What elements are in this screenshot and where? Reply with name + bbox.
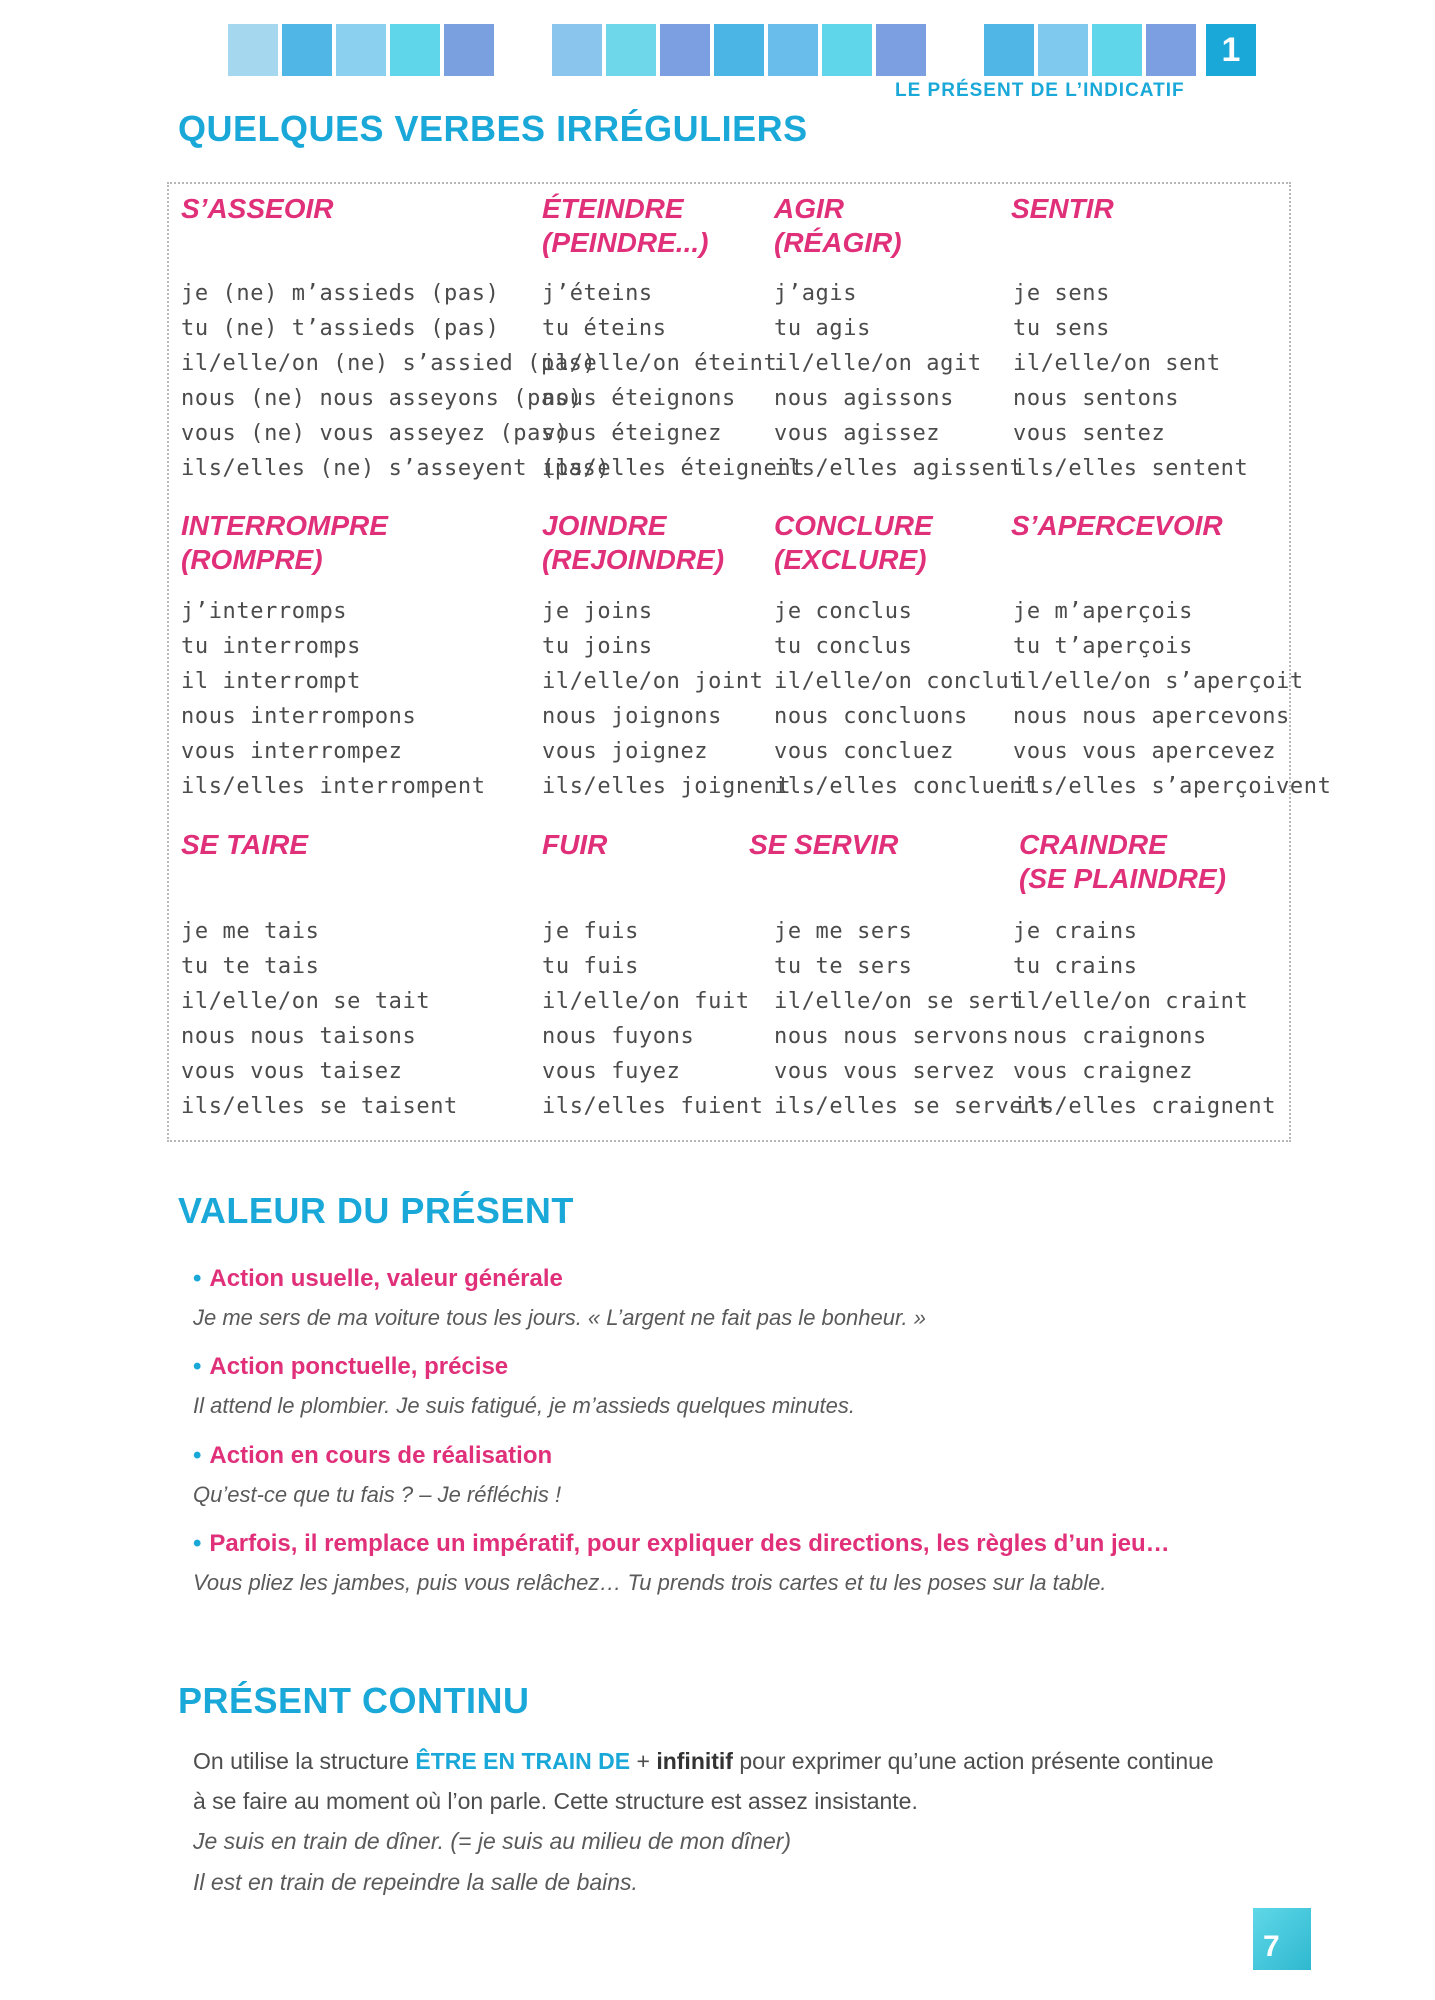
decorative-square [282, 24, 332, 76]
conjugation-line: vous concluez [774, 739, 954, 764]
paragraph-line: On utilise la structure ÊTRE EN TRAIN DE + infinitif pour exprimer qu’une action présente continue [193, 1748, 1214, 1774]
verb-title: SE SERVIR [749, 829, 899, 860]
conjugation-line: tu sens [1013, 316, 1110, 341]
verb-title: AGIR (RÉAGIR) [774, 193, 902, 258]
irregular-verbs-box [167, 182, 1332, 1142]
example-text: Qu’est-ce que tu fais ? – Je réfléchis ! [193, 1482, 562, 1507]
conjugation-line: je me tais [181, 919, 320, 944]
section-title-present-continuous: PRÉSENT CONTINU [178, 1680, 530, 1721]
conjugation-line: il interrompt [181, 669, 361, 694]
bullet-heading: • Action ponctuelle, précise [193, 1353, 509, 1380]
example-text: Je me sers de ma voiture tous les jours. « L’argent ne fait pas le bonheur. » [193, 1305, 926, 1330]
conjugation-line: vous fuyez [542, 1059, 681, 1084]
decorative-square [228, 24, 278, 76]
conjugation-line: tu conclus [774, 634, 913, 659]
conjugation-line: nous interrompons [181, 704, 417, 729]
conjugation-line: ils/elles fuient [542, 1094, 764, 1119]
verb-title: S’ASSEOIR [181, 193, 334, 224]
conjugation-line: il/elle/on se tait [181, 989, 431, 1014]
conjugation-line: nous nous servons [774, 1024, 1010, 1049]
page-number: 7 [1253, 1908, 1311, 1970]
bullet-icon: • [193, 1353, 202, 1380]
header-strip [0, 0, 1435, 110]
conjugation-line: il/elle/on fuit [542, 989, 750, 1014]
conjugation-list [1013, 276, 1248, 486]
conjugation-line: nous (ne) nous asseyons (pas) [181, 386, 583, 411]
bullet-heading: • Action en cours de réalisation [193, 1442, 553, 1469]
verb-title: ÉTEINDRE (PEINDRE...) [542, 193, 709, 258]
conjugation-line: ils/elles interrompent [181, 774, 486, 799]
conjugation-line: ils/elles joignent [542, 774, 792, 799]
keyword-infinitif: infinitif [656, 1748, 733, 1774]
conjugation-line: vous sentez [1013, 421, 1166, 446]
conjugation-line: nous fuyons [542, 1024, 695, 1049]
conjugation-line: tu éteins [542, 316, 667, 341]
conjugation-line: il/elle/on agit [774, 351, 982, 376]
decorative-square [606, 24, 656, 76]
conjugation-line: il/elle/on craint [1013, 989, 1249, 1014]
conjugation-line: vous interrompez [181, 739, 403, 764]
example-text: Il attend le plombier. Je suis fatigué, je m’assieds quelques minutes. [193, 1393, 855, 1418]
decorative-square [768, 24, 818, 76]
conjugation-line: tu te tais [181, 954, 320, 979]
conjugation-line: ils/elles éteignent [542, 456, 806, 481]
conjugation-list [774, 276, 1023, 486]
decorative-square [876, 24, 926, 76]
conjugation-line: nous sentons [1013, 386, 1180, 411]
conjugation-line: il/elle/on s’aperçoit [1013, 669, 1304, 694]
conjugation-line: vous craignez [1013, 1059, 1193, 1084]
conjugation-line: vous (ne) vous asseyez (pas) [181, 421, 569, 446]
verb-title: CRAINDRE (SE PLAINDRE) [1019, 829, 1226, 894]
conjugation-line: vous vous taisez [181, 1059, 403, 1084]
conjugation-line: il/elle/on joint [542, 669, 764, 694]
conjugation-line: nous nous apercevons [1013, 704, 1290, 729]
conjugation-line: tu fuis [542, 954, 639, 979]
conjugation-line: il/elle/on conclut [774, 669, 1024, 694]
conjugation-line: ils/elles (ne) s’asseyent (pas) [181, 456, 611, 481]
example-text: Il est en train de repeindre la salle de bains. [193, 1869, 638, 1895]
conjugation-line: tu joins [542, 634, 653, 659]
conjugation-list [774, 594, 1037, 804]
bullet-icon: • [193, 1442, 202, 1469]
conjugation-list [181, 594, 486, 804]
decorative-square [336, 24, 386, 76]
conjugation-list [1013, 594, 1331, 804]
conjugation-line: tu t’aperçois [1013, 634, 1193, 659]
chapter-label: LE PRÉSENT DE L’INDICATIF [895, 80, 1185, 101]
conjugation-line: nous joignons [542, 704, 722, 729]
decorative-square [984, 24, 1034, 76]
conjugation-line: ils/elles se servent [774, 1094, 1051, 1119]
bullet-icon: • [193, 1530, 202, 1557]
conjugation-line: nous craignons [1013, 1024, 1207, 1049]
conjugation-line: nous éteignons [542, 386, 736, 411]
conjugation-line: je crains [1013, 919, 1138, 944]
conjugation-line: nous concluons [774, 704, 968, 729]
verb-title: SE TAIRE [181, 829, 309, 860]
conjugation-line: il/elle/on sent [1013, 351, 1221, 376]
conjugation-line: ils/elles sentent [1013, 456, 1249, 481]
conjugation-line: il/elle/on éteint [542, 351, 778, 376]
conjugation-list [1013, 914, 1276, 1124]
decorative-square [1146, 24, 1196, 76]
verb-title: FUIR [542, 829, 608, 860]
conjugation-line: tu interromps [181, 634, 361, 659]
conjugation-line: ils/elles concluent [774, 774, 1038, 799]
conjugation-line: vous agissez [774, 421, 941, 446]
conjugation-line: je conclus [774, 599, 913, 624]
conjugation-line: vous vous servez [774, 1059, 996, 1084]
conjugation-line: nous nous taisons [181, 1024, 417, 1049]
conjugation-line: je joins [542, 599, 653, 624]
example-text: Vous pliez les jambes, puis vous relâchez… Tu prends trois cartes et tu les poses sur la table. [193, 1570, 1107, 1595]
conjugation-line: vous joignez [542, 739, 709, 764]
keyword-etre-en-train-de: ÊTRE EN TRAIN DE [415, 1748, 631, 1774]
conjugation-line: je m’aperçois [1013, 599, 1193, 624]
bullet-heading: • Parfois, il remplace un impératif, pour expliquer des directions, les règles d’un jeu… [193, 1530, 1170, 1557]
conjugation-line: j’agis [774, 281, 858, 306]
conjugation-line: tu (ne) t’assieds (pas) [181, 316, 500, 341]
conjugation-list [542, 914, 764, 1124]
decorative-square [390, 24, 440, 76]
section-title-present-value: VALEUR DU PRÉSENT [178, 1190, 574, 1231]
decorative-square [714, 24, 764, 76]
decorative-square [1038, 24, 1088, 76]
conjugation-line: je (ne) m’assieds (pas) [181, 281, 500, 306]
conjugation-line: il/elle/on (ne) s’assied (pas) [181, 351, 597, 376]
conjugation-line: je me sers [774, 919, 913, 944]
conjugation-line: j’éteins [542, 281, 653, 306]
bullet-icon: • [193, 1265, 202, 1292]
decorative-square [660, 24, 710, 76]
decorative-square [552, 24, 602, 76]
section-title-irregular-verbs: QUELQUES VERBES IRRÉGULIERS [178, 108, 808, 149]
conjugation-line: tu agis [774, 316, 871, 341]
verb-title: CONCLURE (EXCLURE) [774, 510, 933, 575]
conjugation-list [181, 914, 458, 1124]
bullet-heading: • Action usuelle, valeur générale [193, 1265, 563, 1292]
example-text: Je suis en train de dîner. (= je suis au milieu de mon dîner) [193, 1828, 792, 1854]
conjugation-list [542, 276, 805, 486]
conjugation-line: je fuis [542, 919, 639, 944]
verb-title: INTERROMPRE (ROMPRE) [181, 510, 388, 575]
verb-title: S’APERCEVOIR [1011, 510, 1223, 541]
conjugation-list [542, 594, 791, 804]
conjugation-line: tu te sers [774, 954, 913, 979]
decorative-square [1092, 24, 1142, 76]
conjugation-list [774, 914, 1051, 1124]
conjugation-line: ils/elles s’aperçoivent [1013, 774, 1332, 799]
verb-title: SENTIR [1011, 193, 1114, 224]
conjugation-line: il/elle/on se sert [774, 989, 1024, 1014]
conjugation-line: je sens [1013, 281, 1110, 306]
decorative-square [822, 24, 872, 76]
conjugation-line: nous agissons [774, 386, 954, 411]
conjugation-line: ils/elles agissent [774, 456, 1024, 481]
conjugation-line: ils/elles se taisent [181, 1094, 458, 1119]
verb-title: JOINDRE (REJOINDRE) [542, 510, 725, 575]
conjugation-line: tu crains [1013, 954, 1138, 979]
conjugation-line: j’interromps [181, 599, 348, 624]
conjugation-line: vous éteignez [542, 421, 722, 446]
chapter-number-badge: 1 [1206, 24, 1256, 76]
decorative-square [444, 24, 494, 76]
conjugation-line: vous vous apercevez [1013, 739, 1277, 764]
paragraph-line: à se faire au moment où l’on parle. Cette structure est assez insistante. [193, 1788, 918, 1814]
conjugation-line: ils/elles craignent [1013, 1094, 1277, 1119]
